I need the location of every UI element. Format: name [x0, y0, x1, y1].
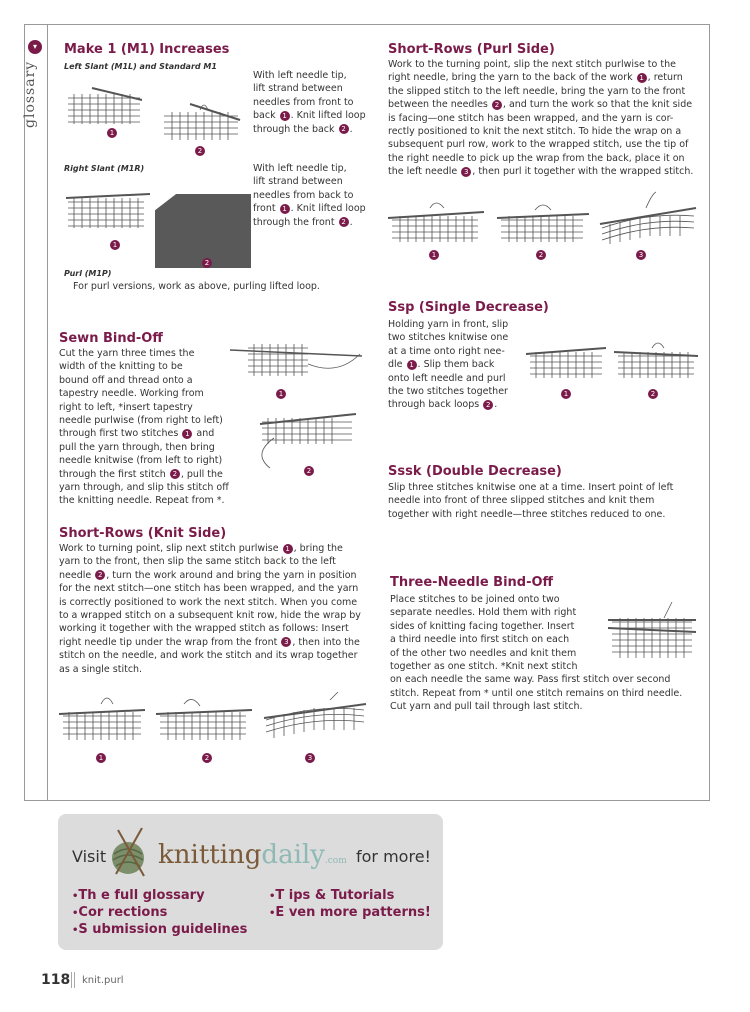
sewn-step-2-badge: 2	[304, 466, 314, 476]
promo-item-corrections[interactable]: •Cor rections	[72, 905, 168, 920]
sewn-illustration-1	[228, 334, 368, 386]
promo-item-tips[interactable]: •T ips & Tutorials	[269, 888, 395, 903]
srk-illustration-1	[57, 692, 147, 748]
tnbo-illustration	[604, 598, 700, 664]
sssk-text: Slip three stitches knitwise one at a time. Insert point of left needle into front of three slipped stitches and knit them together with right needle—three stitches reduced to one.	[388, 482, 674, 520]
knitting-daily-promo[interactable]	[58, 814, 443, 950]
srk-title: Short-Rows (Knit Side)	[59, 526, 227, 541]
page-number: 118	[41, 972, 71, 988]
ssp-illustration-2	[612, 336, 700, 386]
footer-divider-2	[74, 972, 75, 988]
sidebar-label: glossary	[22, 60, 38, 128]
promo-list-right	[269, 888, 431, 922]
srp-illustration-2	[495, 198, 591, 250]
promo-item-glossary[interactable]: •Th e full glossary	[72, 888, 205, 903]
m1p-subtitle: Purl (M1P)	[64, 269, 112, 278]
ssp-title: Ssp (Single Decrease)	[388, 300, 549, 315]
srp-step-3-badge: 3	[636, 250, 646, 260]
m1l-step-2-badge: 2	[195, 146, 205, 156]
footer-divider	[71, 972, 72, 988]
srk-step-3-badge: 3	[305, 753, 315, 763]
sewn-title: Sewn Bind-Off	[59, 331, 163, 346]
m1r-step-2-badge: 2	[202, 258, 212, 268]
sidebar-down-icon: ▾	[28, 40, 42, 54]
promo-more-label: for more!	[356, 847, 431, 866]
m1r-illustration-1	[64, 182, 150, 234]
tnbo-title: Three-Needle Bind-Off	[390, 575, 554, 590]
brand-daily: daily	[261, 840, 325, 870]
m1l-text: With left needle tip, lift strand between needles from front to back 1 . Knit lifted loop through the back 2 .	[253, 70, 366, 135]
m1r-text: With left needle tip, lift strand between needles from back to front 1 . Knit lifted loop through the front 2 .	[253, 163, 366, 228]
srp-title: Short-Rows (Purl Side)	[388, 42, 555, 57]
sssk-title: Sssk (Double Decrease)	[388, 464, 562, 479]
m1l-illustration-2	[160, 96, 244, 144]
sewn-text: Cut the yarn three times the width of the knitting to be bound off and thread onto a tapestry needle. Working from right to left, *insert tapestry needle purlwise (from right to left) through first two stitches 1 and pull the yarn through, then bring needle knitwise (from left to right) through the first stitch 2 , pull the yarn through, and slip this stitch off the knitting needle. Repeat from *.	[59, 348, 229, 507]
m1l-illustration-1	[64, 80, 144, 130]
m1r-step-1-badge: 1	[110, 240, 120, 250]
yarn-ball-icon	[98, 824, 158, 880]
promo-item-submission[interactable]: •S ubmission guidelines	[72, 922, 248, 937]
srp-text: Work to the turning point, slip the next stitch purlwise to the right needle, bring the yarn to the back of the work 1 , return the slipped stitch to the left needle, bring the yarn to the front between the needles 2 , and turn the work so that the knit side is facing—one stitch has been wrapped, and the yarn is cor- rectly positioned to knit the next stitch. To hide the wrap on a subsequent purl row, work to the wrapped stitch, use the tip of the right needle to pick up the wrap from the back, place it on the left needle 3 , then purl it together with the wrapped stitch.	[388, 59, 694, 178]
ssp-step-1-badge: 1	[561, 389, 571, 399]
tnbo-text: Place stitches to be joined onto two separate needles. Hold them with right sides of knitting facing together. Insert a third needle into first stitch on each of the other two needles and knit them together as one stitch. *Knit next stitch on each needle the same way. Pass first stitch over second stitch. Repeat from * until one stitch remains on third needle. Cut yarn and pull tail through last stitch.	[390, 594, 683, 713]
promo-list-left	[72, 888, 247, 939]
magazine-name: knit.purl	[82, 975, 124, 986]
ssp-text: Holding yarn in front, slip two stitches knitwise one at a time onto right nee- dle 1 . Slip them back onto left needle and purl the two stitches together through back loops 2 .	[388, 319, 509, 411]
srk-step-1-badge: 1	[96, 753, 106, 763]
sewn-illustration-2	[254, 408, 358, 470]
srk-text: Work to turning point, slip next stitch purlwise 1 , bring the yarn to the front, then slip the same stitch back to the left needle 2 , turn the work around and bring the yarn in position for the next stitch—one stitch has been wrapped, and the yarn is correctly positioned to work the next stitch. When you come to a wrapped stitch on a subsequent knit row, hide the wrap by working it together with the wrapped stitch as follows: Insert right needle tip under the wrap from the front 3 , then into the stitch on the needle, and work the stitch and its wrap together as a single stitch.	[59, 543, 361, 675]
srp-step-2-badge: 2	[536, 250, 546, 260]
sewn-step-1-badge: 1	[276, 389, 286, 399]
promo-item-patterns[interactable]: •E ven more patterns!	[269, 905, 431, 920]
m1r-illustration-2-redacted	[155, 194, 251, 268]
m1-title: Make 1 (M1) Increases	[64, 42, 230, 57]
srp-step-1-badge: 1	[429, 250, 439, 260]
sidebar-rule	[47, 24, 48, 801]
srk-illustration-2	[154, 692, 254, 748]
srp-illustration-3	[596, 190, 700, 252]
promo-visit-label: Visit	[72, 847, 107, 866]
srk-step-2-badge: 2	[202, 753, 212, 763]
ssp-illustration-1	[524, 336, 608, 386]
ssp-step-2-badge: 2	[648, 389, 658, 399]
srk-illustration-3	[260, 690, 370, 748]
srp-illustration-1	[386, 198, 486, 250]
m1l-step-1-badge: 1	[107, 128, 117, 138]
brand-knitting: knitting	[158, 840, 262, 870]
m1l-subtitle: Left Slant (M1L) and Standard M1	[64, 62, 217, 71]
promo-brand[interactable]	[158, 840, 347, 870]
m1p-text: For purl versions, work as above, purling lifted loop.	[73, 281, 320, 292]
brand-com: .com	[324, 856, 347, 866]
m1r-subtitle: Right Slant (M1R)	[64, 164, 145, 173]
